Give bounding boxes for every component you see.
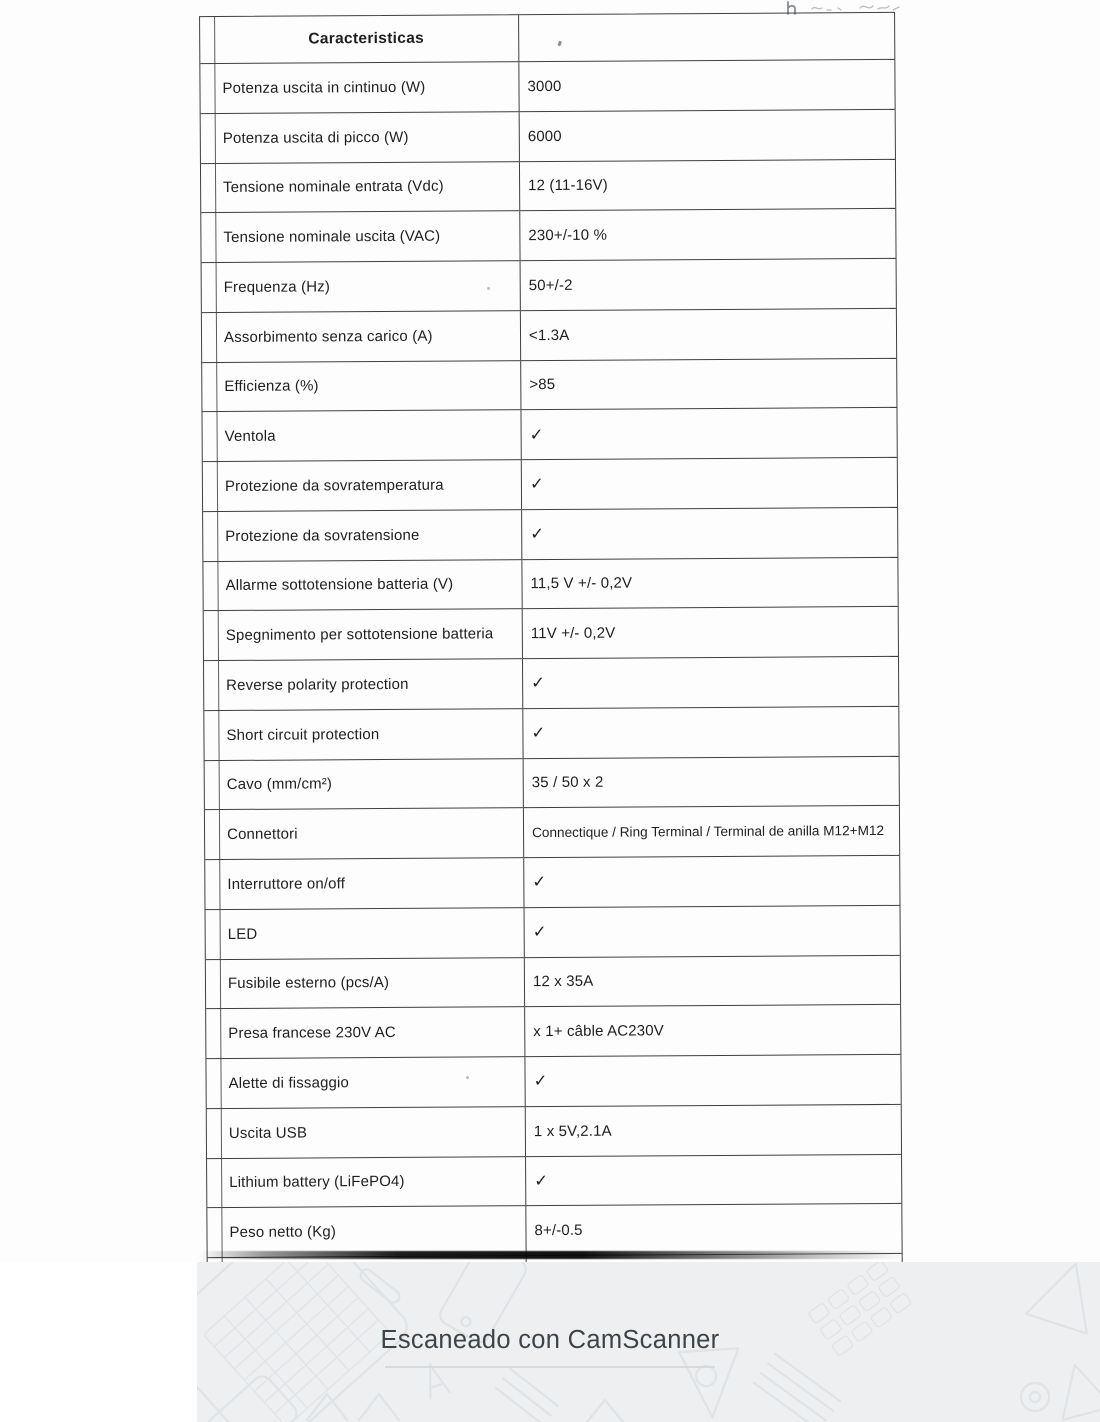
spec-value-cell (521, 309, 896, 360)
spec-label: Alette di fissaggio (228, 1074, 350, 1092)
table-row (203, 458, 897, 512)
doodle-pin-head (1021, 1383, 1049, 1411)
spec-label-cell (200, 62, 519, 113)
table-row (202, 358, 896, 412)
camscanner-caption-block (0, 1326, 1100, 1368)
spec-value: 12 x 35A (532, 973, 594, 991)
doodle-chevrons (307, 1394, 399, 1420)
spec-value: ✓ (529, 475, 544, 494)
table-row (201, 209, 895, 263)
scan-speck (487, 287, 490, 290)
spec-label-cell (201, 162, 520, 213)
column-header-value (519, 13, 894, 61)
spec-value-cell (522, 508, 897, 559)
column-header-caracteristicas (200, 15, 519, 63)
spec-label: Assorbimento senza carico (A) (223, 327, 433, 346)
table-row (203, 557, 897, 611)
spec-value: 11V +/- 0,2V (530, 624, 616, 643)
spec-label-cell (203, 560, 522, 611)
scan-edge-shadow (200, 1251, 905, 1259)
spec-value: 8+/-0.5 (534, 1221, 583, 1240)
spec-value-cell (521, 358, 896, 409)
scan-speck (466, 1076, 469, 1079)
spec-label-cell (203, 510, 522, 561)
table-row (204, 707, 898, 761)
spec-label: Fusibile esterno (pcs/A) (227, 974, 390, 993)
spec-label: Cavo (mm/cm²) (226, 775, 333, 794)
spec-label-cell (206, 958, 525, 1009)
spec-value: ✓ (532, 923, 547, 942)
spec-label: Uscita USB (228, 1124, 308, 1142)
table-row (204, 607, 898, 661)
spec-label-cell (205, 858, 524, 909)
spec-value: ✓ (534, 1171, 549, 1190)
table-row (201, 159, 895, 213)
spec-value: ✓ (531, 674, 546, 693)
spec-label: Tensione nominale uscita (VAC) (223, 227, 441, 247)
spec-value: Connectique / Ring Terminal / Terminal de anilla M12+M12 (532, 823, 885, 841)
spec-label: Potenza uscita di picco (W) (222, 128, 409, 147)
doodle-card (204, 1372, 301, 1422)
table-row (205, 756, 899, 810)
spec-value-cell (526, 1154, 901, 1205)
spec-value: 1 x 5V,2.1A (533, 1122, 612, 1140)
table-row (207, 1154, 901, 1208)
table-row (201, 110, 895, 164)
spec-value: 11,5 V +/- 0,2V (530, 574, 633, 593)
spec-value-cell (522, 557, 897, 608)
spec-label-cell (205, 759, 524, 810)
spec-label-cell (204, 709, 523, 760)
spec-label-cell (202, 261, 521, 312)
spec-table (199, 12, 903, 1309)
table-row (202, 408, 896, 462)
spec-value: ✓ (533, 1072, 548, 1091)
spec-value-cell (525, 1005, 900, 1056)
table-row (205, 806, 899, 860)
spec-value-cell (526, 1105, 901, 1156)
spec-label-cell (204, 609, 523, 660)
spec-value-cell (524, 806, 899, 857)
table-row (203, 508, 897, 562)
spec-value-cell (523, 607, 898, 658)
spec-label: Frequenza (Hz) (223, 278, 331, 296)
spec-value: ✓ (532, 873, 547, 892)
spec-value-cell (520, 110, 895, 161)
spec-label-cell (201, 211, 520, 262)
table-row (206, 955, 900, 1009)
spec-value-cell (520, 159, 895, 210)
spec-label: Lithium battery (LiFePO4) (229, 1173, 405, 1192)
spec-label: Presa francese 230V AC (228, 1024, 396, 1043)
spec-label: Interruttore on/off (227, 875, 346, 893)
spec-value-cell (523, 707, 898, 758)
table-row (206, 1005, 900, 1059)
spec-value-cell (525, 906, 900, 957)
spec-label-cell (203, 460, 522, 511)
spec-label-cell (207, 1157, 526, 1208)
spec-label-cell (201, 112, 520, 163)
doodle-triangle (1026, 1262, 1100, 1334)
spec-label: Connettori (227, 825, 298, 844)
spec-label: Spegnimento per sottotensione batteria (225, 625, 494, 645)
spec-label: Protezione da sovratemperatura (224, 476, 444, 495)
camscanner-caption: Escaneado con CamScanner (380, 1326, 720, 1354)
spec-label-cell (206, 1057, 525, 1108)
spec-value-cell (522, 458, 897, 509)
spec-label-cell (207, 1107, 526, 1158)
spec-value-cell (520, 209, 895, 260)
spec-label: LED (227, 925, 258, 943)
spec-label-cell (206, 1007, 525, 1058)
spec-value: x 1+ câble AC230V (533, 1022, 664, 1041)
spec-label-cell (205, 808, 524, 859)
table-row (206, 906, 900, 960)
table-row (206, 1055, 900, 1109)
spec-value: 35 / 50 x 2 (531, 774, 604, 792)
spec-value-cell (521, 408, 896, 459)
spec-value: 12 (11-16V) (528, 177, 608, 195)
spec-value: ✓ (529, 425, 544, 444)
caption-underline (385, 1366, 715, 1368)
spec-label-cell (202, 361, 521, 412)
header-label-text: Caracteristicas (308, 29, 425, 48)
spec-value-cell (524, 856, 899, 907)
table-row (207, 1105, 901, 1159)
scan-speck (557, 41, 561, 47)
spec-label: Allarme sottotensione batteria (V) (225, 575, 454, 595)
spec-label: Efficienza (%) (224, 377, 319, 396)
spec-label: Short circuit protection (226, 725, 380, 744)
spec-value: ✓ (530, 525, 545, 544)
spec-value: 3000 (527, 77, 562, 96)
table-header-row (200, 13, 894, 64)
table-row (205, 856, 899, 910)
spec-value-cell (521, 259, 896, 310)
spec-value: >85 (529, 376, 556, 394)
spec-value: 6000 (527, 127, 562, 145)
spec-label: Ventola (224, 427, 276, 446)
spec-label-cell (206, 908, 525, 959)
doodle-chevrons (587, 1400, 623, 1422)
spec-label: Reverse polarity protection (226, 675, 409, 694)
table-row (204, 657, 898, 711)
doodle-document-lines (496, 1369, 558, 1422)
spec-label: Tensione nominale entrata (Vdc) (223, 178, 444, 197)
spec-value: 230+/-10 % (528, 226, 608, 245)
spec-value: ✓ (531, 724, 546, 743)
spec-label: Protezione da sovratensione (225, 526, 420, 545)
spec-label: Potenza uscita in cintinuo (W) (222, 78, 426, 97)
spec-label: Peso netto (Kg) (229, 1223, 337, 1242)
spec-label-cell (202, 311, 521, 362)
spec-value-cell (524, 756, 899, 807)
spec-label-cell (202, 410, 521, 461)
spec-value-cell (525, 955, 900, 1006)
spec-value: 50+/-2 (528, 276, 573, 295)
table-rows (200, 60, 902, 1308)
spec-value-cell (523, 657, 898, 708)
spec-value-cell (526, 1204, 901, 1255)
table-row (200, 60, 894, 114)
spec-value: <1.3A (528, 326, 570, 344)
spec-value-cell (525, 1055, 900, 1106)
doodle-slash (358, 1267, 402, 1305)
table-row (202, 309, 896, 363)
spec-label-cell (204, 659, 523, 710)
table-row (202, 259, 896, 313)
spec-label-cell (207, 1206, 526, 1257)
spec-value-cell (519, 60, 894, 111)
table-row (207, 1204, 901, 1258)
